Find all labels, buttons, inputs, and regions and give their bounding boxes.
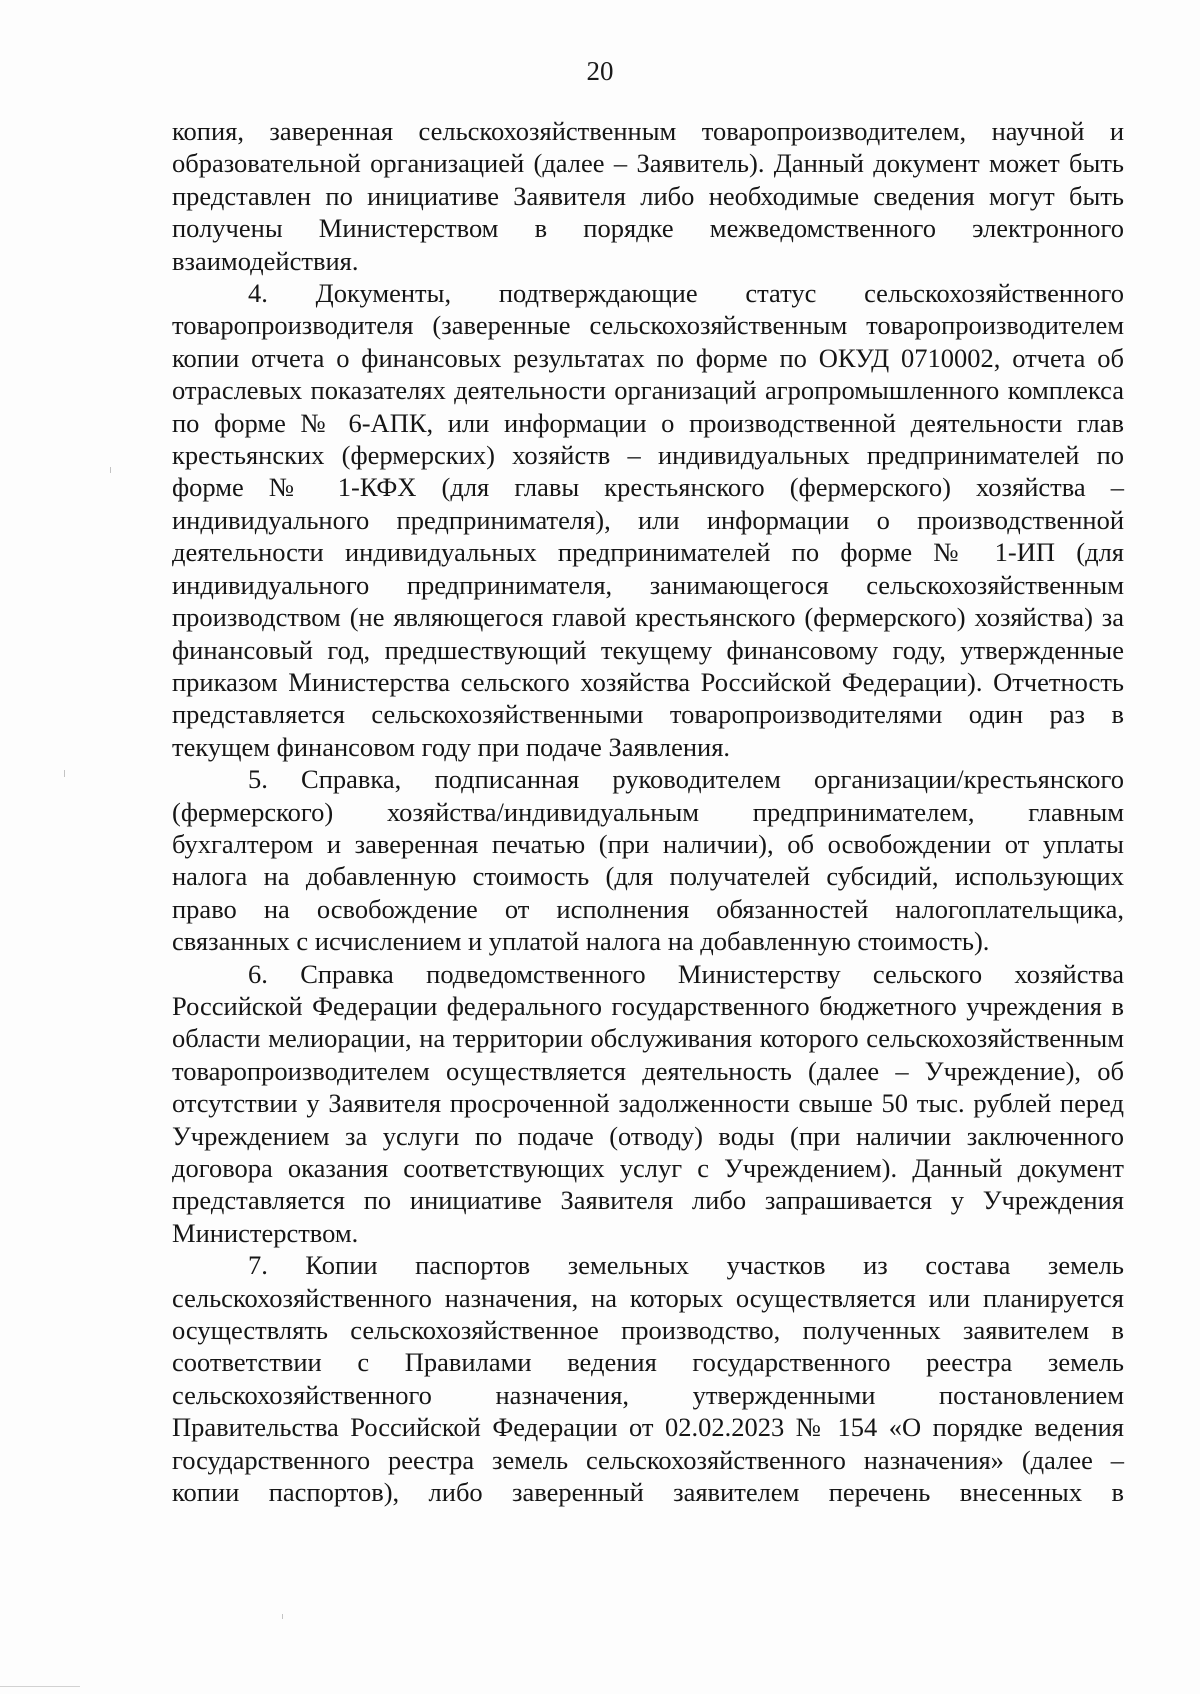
scan-mark xyxy=(64,770,65,777)
scan-mark xyxy=(282,1614,283,1619)
scan-mark xyxy=(0,1686,80,1687)
page-number: 20 xyxy=(586,56,614,86)
paragraph-item-4: 4. Документы, подтверждающие статус сельскохозяйственного товаропроизводителя (заверенные сельскохозяйственным товаропроизводителем копии отчета о финансовых результатах по форме по ОКУД 0710002, отчета об отраслевых показателях деятельности организаций агропромышленного комплекса по форме № 6-АПК, или информации о производственной деятельности глав крестьянских (фермерских) хозяйств – индивидуальных предпринимателей по форме № 1-КФХ (для главы крестьянского (фермерского) хозяйства – индивидуального предпринимателя), или информации о производственной деятельности индивидуальных предпринимателей по форме № 1-ИП (для индивидуального предпринимателя, занимающегося сельскохозяйственным производством (не являющегося главой крестьянского (фермерского) хозяйства) за финансовый год, предшествующий текущему финансовому году, утвержденные приказом Министерства сельского хозяйства Российской Федерации). Отчетность представляется сельскохозяйственными товаропроизводителями один раз в текущем финансовом году при подаче Заявления. xyxy=(172,278,1124,762)
paragraph-item-6: 6. Справка подведомственного Министерству сельского хозяйства Российской Федерации федерального государственного бюджетного учреждения в области мелиорации, на территории обслуживания которого сельскохозяйственным товаропроизводителем осуществляется деятельность (далее – Учреждение), об отсутствии у Заявителя просроченной задолженности свыше 50 тыс. рублей перед Учреждением за услуги по подаче (отводу) воды (при наличии заключенного договора оказания соответствующих услуг с Учреждением). Данный документ представляется по инициативе Заявителя либо запрашивается у Учреждения Министерством. xyxy=(172,958,1124,1248)
scan-mark xyxy=(110,467,111,473)
paragraph-continuation: копия, заверенная сельскохозяйственным товаропроизводителем, научной и образовательной организацией (далее – Заявитель). Данный документ может быть представлен по инициативе Заявителя либо необходимые сведения могут быть получены Министерством в порядке межведомственного электронного взаимодействия. xyxy=(172,116,1124,276)
paragraph-item-7: 7. Копии паспортов земельных участков из состава земель сельскохозяйственного назначения, на которых осуществляется или планируется осуществлять сельскохозяйственное производство, полученных заявителем в соответствии с Правилами ведения государственного реестра земель сельскохозяйственного назначения, утвержденными постановлением Правительства Российской Федерации от 02.02.2023 № 154 «О порядке ведения государственного реестра земель сельскохозяйственного назначения» (далее – копии паспортов), либо заверенный заявителем перечень внесенных в xyxy=(172,1250,1124,1508)
paragraph-item-5: 5. Справка, подписанная руководителем организации/крестьянского (фермерского) хозяйства/индивидуальным предпринимателем, главным бухгалтером и заверенная печатью (при наличии), об освобождении от уплаты налога на добавленную стоимость (для получателей субсидий, использующих право на освобождение от исполнения обязанностей налогоплательщика, связанных с исчислением и уплатой налога на добавленную стоимость). xyxy=(172,764,1124,957)
document-body xyxy=(172,115,1124,1508)
